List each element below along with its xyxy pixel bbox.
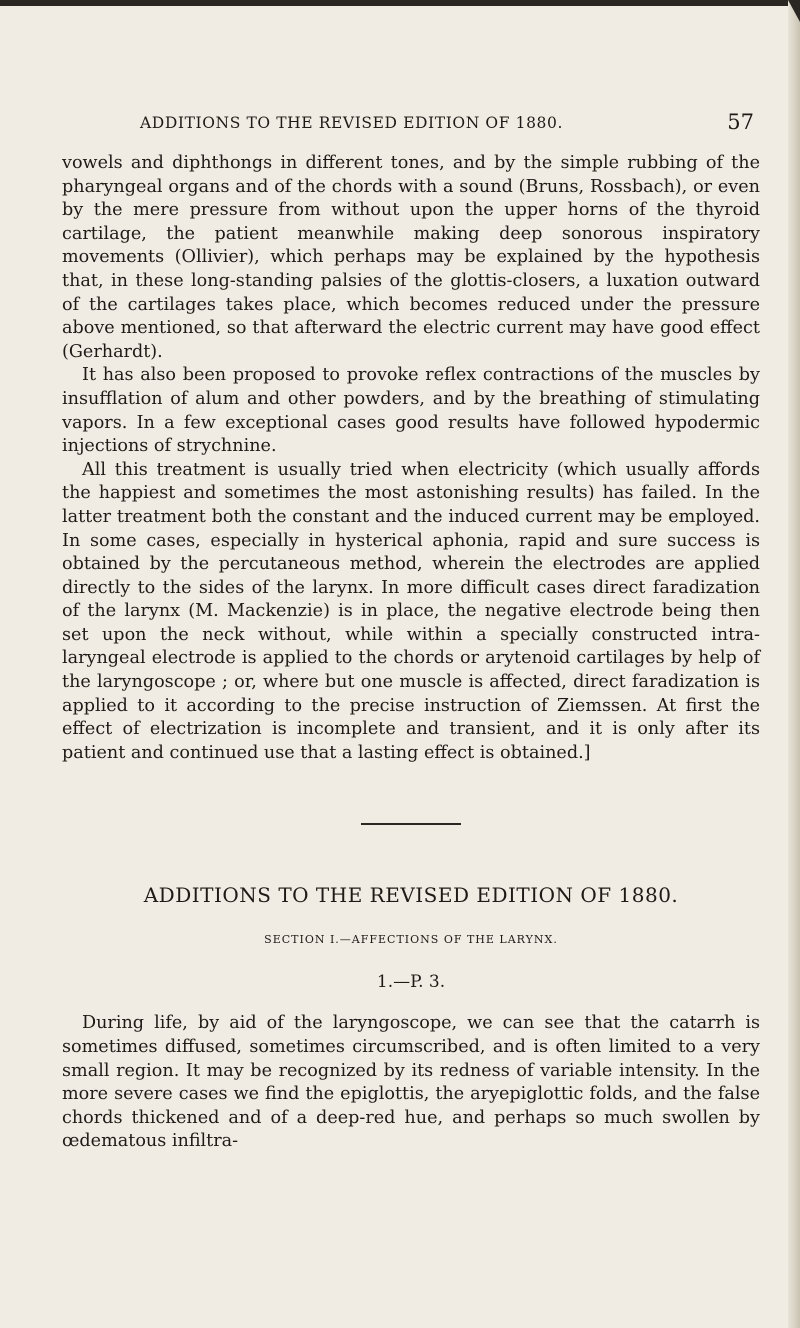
book-page (62, 100, 760, 1154)
running-head (62, 100, 760, 138)
section-reference: 1.—P. 3. (376, 972, 446, 993)
running-head-title: ADDITIONS TO THE REVISED EDITION OF 1880. (140, 114, 563, 132)
paragraph: During life, by aid of the laryngoscope, we can see that the catarrh is sometimes diffused, sometimes circumscribed, and is often limited to a very small region. It may be recognized by its redness of variable intensity. In the more severe cases we find the epiglottis, the aryepiglottic folds, and the false chords thickened and of a deep-red hue, and perhaps so much swollen by œdematous infiltra- (62, 1013, 760, 1152)
scan-top-edge (0, 0, 800, 6)
section-subheading: SECTION I.—AFFECTIONS OF THE LARYNX. (264, 933, 558, 947)
section-heading: ADDITIONS TO THE REVISED EDITION OF 1880. (143, 883, 679, 908)
paragraph: It has also been proposed to provoke reflex contractions of the muscles by insufflation of alum and other powders, and by the breathing of stimulating vapors. In a few exceptional cases good results have followed hypodermic injections of strychnine. (62, 365, 760, 457)
paragraph: All this treatment is usually tried when electricity (which usually affords the happiest and sometimes the most astonishing results) has failed. In the latter treatment both the constant and the induced current may be employed. In some cases, especially in hysterical aphonia, rapid and sure success is obtained by the percutaneous method, wherein the electrodes are applied directly to the sides of the larynx. In more difficult cases direct faradization of the larynx (M. Mackenzie) is in place, the negative electrode being then set upon the neck without, while within a specially constructed intra-laryngeal electrode is applied to the chords or arytenoid cartilages by help of the laryngoscope ; or, where but one muscle is affected, direct faradization is applied to it according to the precise instruction of Ziemssen. At first the effect of electrization is incomplete and transient, and it is only after its patient and continued use that a lasting effect is obtained.] (62, 459, 760, 763)
paragraph-continued: vowels and diphthongs in different tones, and by the simple rubbing of the pharyngeal organs and of the chords with a sound (Bruns, Rossbach), or even by the mere pressure from without upon the upper horns of the thyroid cartilage, the patient meanwhile making deep sonorous inspiratory movements (Ollivier), which perhaps may be explained by the hypothesis that, in these long-standing palsies of the glottis-closers, a luxation outward of the cartilages takes place, which becomes reduced under the pressure above mentioned, so that afterward the electric current may have good effect (Gerhardt). (62, 153, 760, 362)
page-corner (788, 0, 800, 22)
page-number: 57 (727, 110, 754, 134)
section-divider (361, 823, 461, 825)
section-body (62, 1012, 760, 1154)
page-binding-edge (788, 0, 800, 1328)
body-text (62, 152, 760, 765)
